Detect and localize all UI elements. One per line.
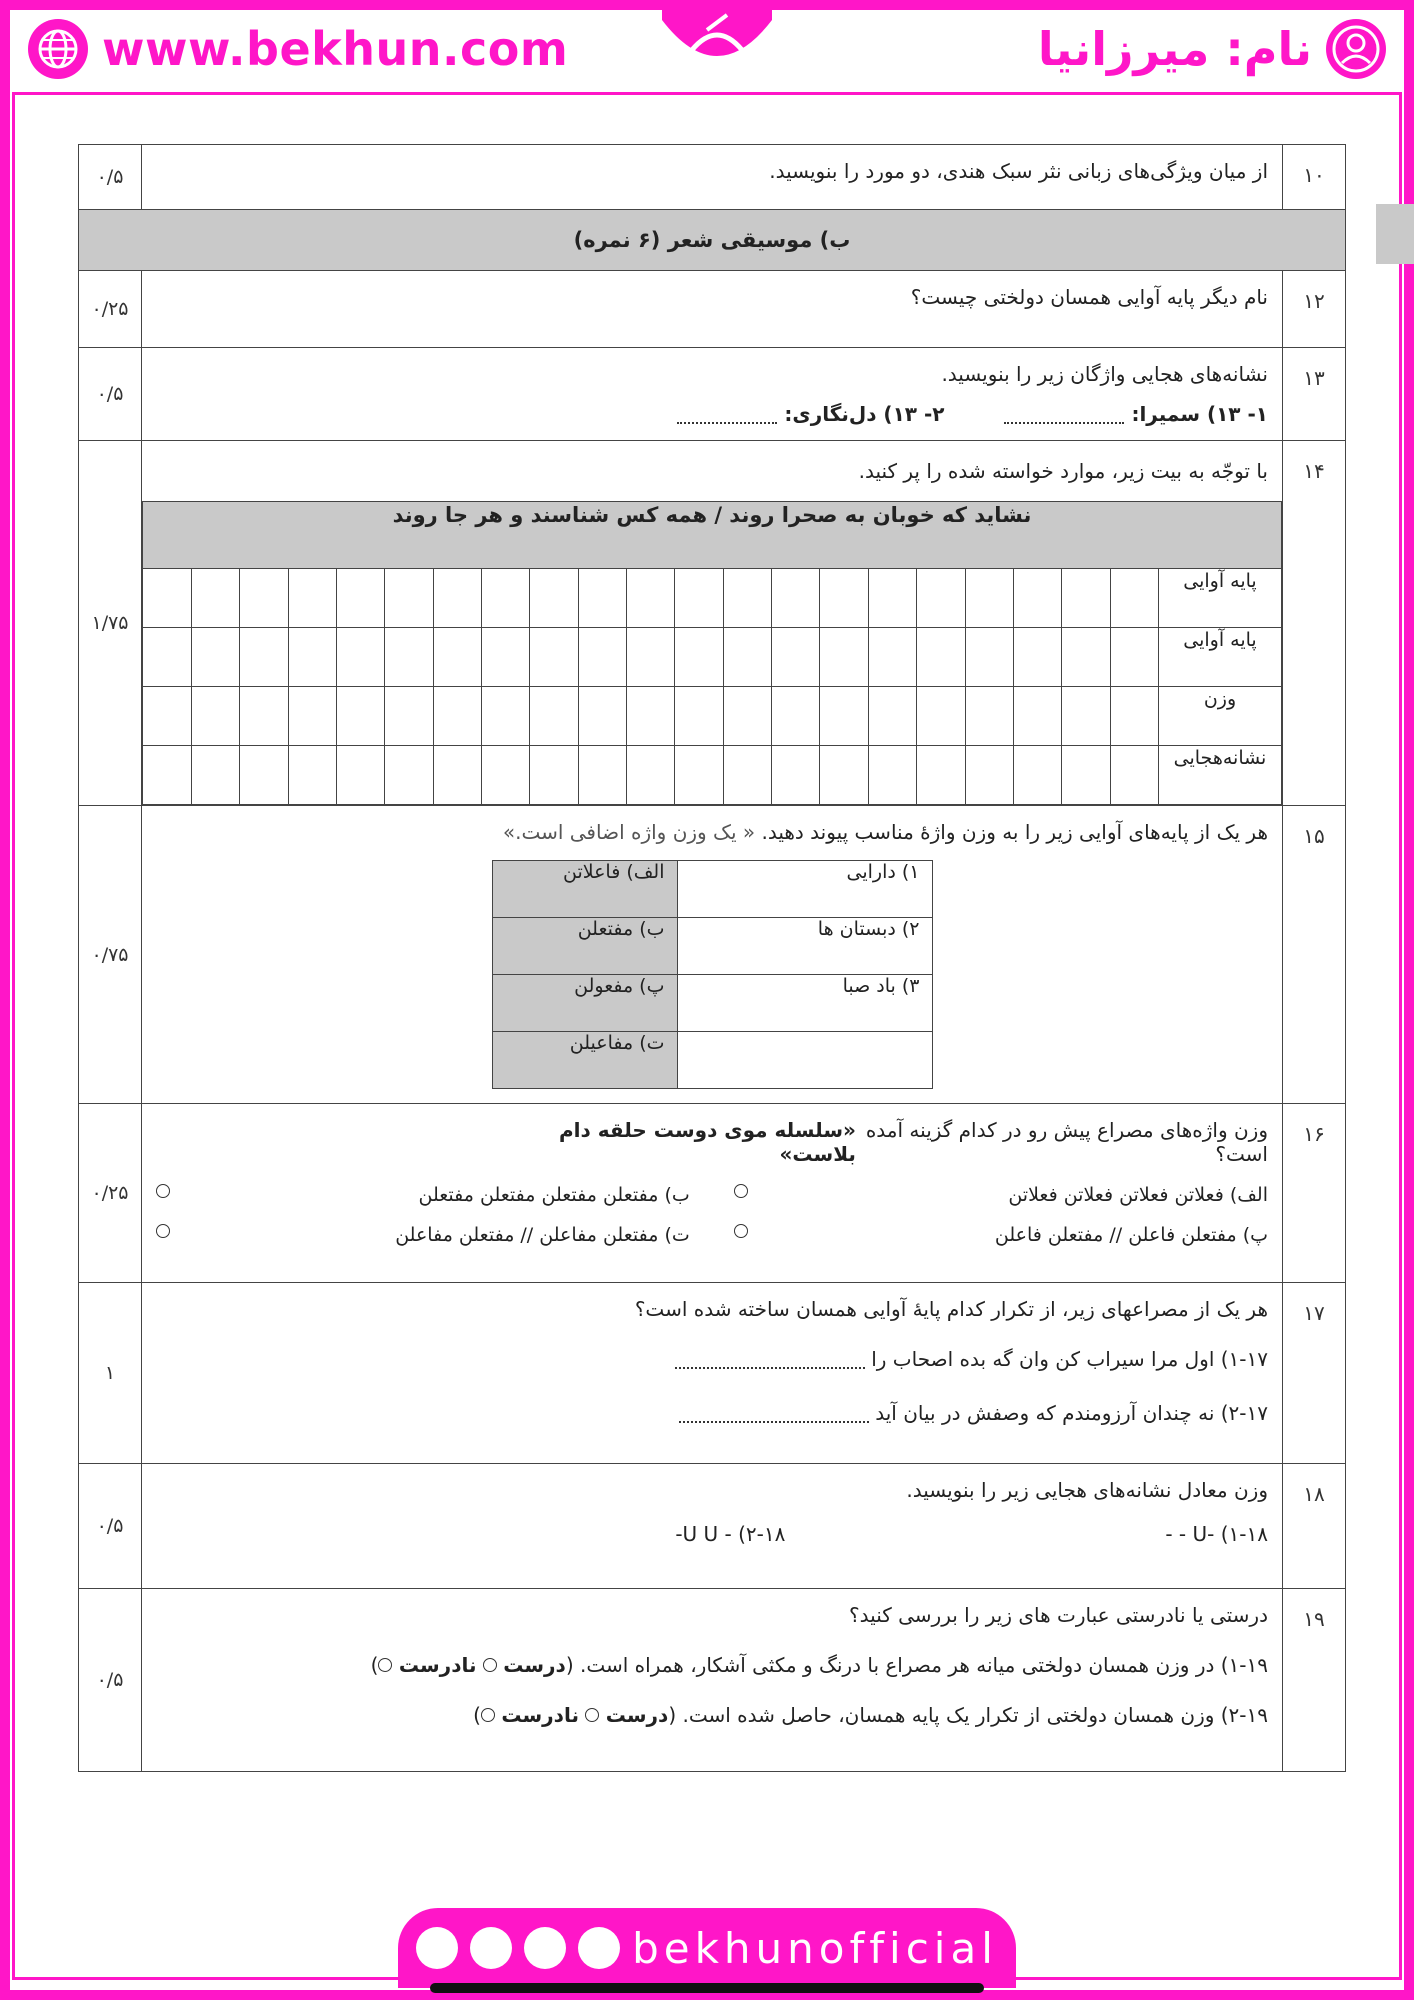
match-item: ۳) باد صبا [677,975,932,1032]
grid-cell[interactable] [1062,628,1110,687]
row-label: نشانه‌هجایی [1159,746,1282,805]
grid-cell[interactable] [1013,746,1061,805]
grid-cell[interactable] [288,628,336,687]
question-text [142,271,1283,348]
grid-cell[interactable] [917,746,965,805]
question-score: ۱ [79,1283,142,1464]
grid-cell[interactable] [868,628,916,687]
grid-cell[interactable] [143,687,192,746]
grid-cell[interactable] [433,687,481,746]
instagram-icon[interactable] [578,1927,620,1969]
question-prompt: هر یک از مصراعهای زیر، از تکرار کدام پایهٔ آوایی همسان ساخته شده است؟ [634,1297,1268,1321]
grid-cell[interactable] [288,746,336,805]
grid-cell[interactable] [627,569,675,628]
radio-icon[interactable] [585,1708,599,1722]
question-number: ۱۰ [1283,145,1346,210]
question-number: ۱۶ [1283,1104,1346,1283]
question-text [142,348,1283,441]
radio-icon[interactable] [156,1184,170,1198]
question-prompt: نشانه‌های هجایی واژگان زیر را بنویسید. [941,362,1268,386]
grid-cell[interactable] [530,746,578,805]
telegram-icon[interactable] [524,1927,566,1969]
radio-icon[interactable] [378,1658,392,1672]
matching-table [492,860,933,1089]
site-url[interactable]: www.bekhun.com [102,22,569,76]
option[interactable] [734,1224,1268,1246]
grid-cell[interactable] [240,569,288,628]
grid-cell[interactable] [723,628,771,687]
question-number: ۱۹ [1283,1589,1346,1772]
grid-cell[interactable] [481,628,529,687]
grid-cell[interactable] [288,569,336,628]
grid-cell[interactable] [385,687,433,746]
grid-cell[interactable] [385,746,433,805]
grid-cell[interactable] [240,687,288,746]
true-option[interactable]: درست [605,1703,669,1727]
question-row [79,1104,1346,1283]
radio-icon[interactable] [734,1184,748,1198]
grid-cell[interactable] [481,687,529,746]
site-link[interactable] [28,18,568,80]
question-row [79,441,1346,806]
grid-cell[interactable] [627,746,675,805]
grid-cell[interactable] [530,569,578,628]
question-prompt: از میان ویژگی‌های زبانی نثر سبک هندی، دو مورد را بنویسید. [769,159,1268,183]
question-number: ۱۷ [1283,1283,1346,1464]
radio-icon[interactable] [734,1224,748,1238]
footer-social [398,1908,1016,1988]
option[interactable] [156,1224,690,1246]
grid-cell[interactable] [433,628,481,687]
grid-cell[interactable] [868,569,916,628]
question-score: ۰/۵ [79,145,142,210]
grid-cell[interactable] [1110,628,1158,687]
grid-cell[interactable] [772,569,820,628]
grid-cell[interactable] [385,628,433,687]
question-score: ۰/۲۵ [79,271,142,348]
question-text [142,1283,1283,1464]
verse-quote: «سلسله موی دوست حلقه دام بلاست» [559,1118,856,1166]
grid-cell[interactable] [1110,687,1158,746]
grid-cell[interactable] [965,687,1013,746]
grid-cell[interactable] [868,687,916,746]
question-row [79,348,1346,441]
footer-shadow [430,1983,984,1993]
question-number: ۱۳ [1283,348,1346,441]
radio-icon[interactable] [481,1708,495,1722]
exam-table [78,144,1346,1772]
bekhun-logo-icon [662,0,772,92]
grid-cell[interactable] [1013,628,1061,687]
grid-cell[interactable] [191,746,239,805]
item-label: ۲-۱۸) - U U- [675,1522,786,1546]
grid-cell[interactable] [385,569,433,628]
question-text [142,806,1283,1104]
question-text [142,145,1283,210]
question-row [79,806,1346,1104]
question-score: ۰/۵ [79,348,142,441]
user-icon [1326,19,1386,79]
question-score: ۰/۲۵ [79,1104,142,1283]
question-note: « یک وزن واژه اضافی است.» [502,820,756,844]
grid-cell[interactable] [143,746,192,805]
grid-cell[interactable] [917,569,965,628]
section-strip [1376,204,1414,264]
grid-cell[interactable] [772,628,820,687]
grid-cell[interactable] [723,569,771,628]
option[interactable] [734,1184,1268,1206]
section-header [79,210,1346,271]
grid-cell[interactable] [143,628,192,687]
question-prompt: وزن معادل نشانه‌های هجایی زیر را بنویسید. [906,1478,1268,1502]
radio-icon[interactable] [483,1658,497,1672]
podcast-icon[interactable] [416,1927,458,1969]
grid-cell[interactable] [336,569,384,628]
globe-icon [28,19,88,79]
question-row [79,271,1346,348]
grid-cell[interactable] [965,746,1013,805]
question-text [142,441,1283,806]
question-score: ۰/۵ [79,1464,142,1589]
grid-cell[interactable] [336,628,384,687]
option-label: ب) مفتعلن مفتعلن مفتعلن مفتعلن [418,1184,690,1206]
grid-cell[interactable] [578,687,626,746]
grid-cell[interactable] [723,746,771,805]
row-label: پایه آوایی [1159,628,1282,687]
grid-cell[interactable] [820,687,868,746]
item-label: ۲-۱۷) نه چندان آرزومندم که وصفش در بیان آید [875,1401,1268,1425]
question-number: ۱۵ [1283,806,1346,1104]
grid-cell[interactable] [578,746,626,805]
grid-cell[interactable] [627,687,675,746]
grid-cell[interactable] [820,628,868,687]
grid-cell[interactable] [530,687,578,746]
question-number: ۱۸ [1283,1464,1346,1589]
match-item: ۱) دارایی [677,861,932,918]
grid-cell[interactable] [675,687,723,746]
option-label: ت) مفتعلن مفاعلن // مفتعلن مفاعلن [395,1224,690,1246]
grid-cell[interactable] [820,746,868,805]
grid-cell[interactable] [772,746,820,805]
grid-cell[interactable] [191,569,239,628]
question-score: ۰/۵ [79,1589,142,1772]
question-row [79,1283,1346,1464]
social-handle[interactable]: bekhunofficial [632,1923,998,1973]
grid-cell[interactable] [868,746,916,805]
match-item: ۲) دبستان ها [677,918,932,975]
item-label: ۱-۱۷) اول مرا سیراب کن وان گه بده اصحاب را [871,1347,1268,1371]
match-option: الف) فاعلاتن [492,861,677,918]
grid-cell[interactable] [530,628,578,687]
question-prompt: با توجّه به بیت زیر، موارد خواسته شده را پر کنید. [858,459,1268,483]
item-label: ۲- ۱۳) دل‌نگاری: [784,402,945,426]
grid-cell[interactable] [433,746,481,805]
name-label: نام: میرزانیا [1037,22,1312,76]
grid-cell[interactable] [1110,746,1158,805]
grid-cell[interactable] [288,687,336,746]
grid-cell[interactable] [1062,569,1110,628]
question-score: ۰/۷۵ [79,806,142,1104]
item-label: ۱-۱۸) -U - - [1165,1522,1268,1546]
grid-cell[interactable] [336,746,384,805]
grid-cell[interactable] [1062,746,1110,805]
question-row [79,1464,1346,1589]
answer-blank[interactable] [1004,408,1124,424]
answer-blank[interactable] [677,408,777,424]
match-option: ب) مفتعلن [492,918,677,975]
option-label: پ) مفتعلن فاعلن // مفتعلن فاعلن [994,1224,1268,1246]
grid-cell[interactable] [578,569,626,628]
scansion-grid [142,501,1282,805]
question-prompt: وزن واژه‌های مصراع پیش رو در کدام گزینه آمده است؟ [865,1118,1268,1166]
grid-cell[interactable] [675,746,723,805]
grid-cell[interactable] [772,687,820,746]
student-name [1038,18,1386,80]
match-option: ت) مفاعیلن [492,1032,677,1089]
match-option: پ) مفعولن [492,975,677,1032]
item-label: ۱- ۱۳) سمیرا: [1131,402,1268,426]
question-row [79,145,1346,210]
grid-cell[interactable] [1013,569,1061,628]
grid-cell[interactable] [481,746,529,805]
row-label: پایه آوایی [1159,569,1282,628]
radio-icon[interactable] [156,1224,170,1238]
youtube-icon[interactable] [470,1927,512,1969]
question-score: ۱/۷۵ [79,441,142,806]
question-number: ۱۴ [1283,441,1346,806]
grid-cell[interactable] [917,687,965,746]
true-option[interactable]: درست [503,1653,566,1677]
grid-cell[interactable] [965,569,1013,628]
grid-cell[interactable] [1062,687,1110,746]
grid-cell[interactable] [675,628,723,687]
grid-cell[interactable] [675,569,723,628]
grid-cell[interactable] [240,628,288,687]
answer-blank[interactable] [679,1407,869,1423]
grid-cell[interactable] [917,628,965,687]
grid-cell[interactable] [1013,687,1061,746]
question-prompt: درستی یا نادرستی عبارت های زیر را بررسی کنید؟ [849,1603,1268,1627]
answer-blank[interactable] [675,1353,865,1369]
grid-cell[interactable] [627,628,675,687]
grid-cell[interactable] [1110,569,1158,628]
item-label: ۲-۱۹) وزن همسان دولختی از تکرار یک پایه همسان، حاصل شده است. [682,1703,1268,1727]
verse-text: نشاید که خوبان به صحرا روند / همه کس شناسند و هر جا روند [143,502,1282,569]
row-label: وزن [1159,687,1282,746]
match-item [677,1032,932,1089]
grid-cell[interactable] [240,746,288,805]
question-row [79,1589,1346,1772]
header [0,0,1414,92]
grid-cell[interactable] [723,687,771,746]
question-text: درستی یا نادرستی عبارت های زیر را بررسی کنید؟ ۱-۱۹) در وزن همسان دولختی میانه هر مصراع با درنگ و مکثی آشکار، همراه است. (درست نادرست ) ۲-۱۹) وزن همسان دولختی از تکرار یک پایه همسان، حاصل شده است. (درست نادرست ) [142,1589,1283,1772]
question-text [142,1104,1283,1283]
grid-cell[interactable] [143,569,192,628]
question-text [142,1464,1283,1589]
question-number: ۱۲ [1283,271,1346,348]
false-option[interactable]: نادرست [501,1703,579,1727]
section-title: ب) موسیقی شعر (۶ نمره) [79,210,1346,271]
item-label: ۱-۱۹) در وزن همسان دولختی میانه هر مصراع با درنگ و مکثی آشکار، همراه است. [580,1653,1268,1677]
grid-cell[interactable] [336,687,384,746]
grid-cell[interactable] [191,687,239,746]
grid-cell[interactable] [191,628,239,687]
grid-cell[interactable] [433,569,481,628]
grid-cell[interactable] [965,628,1013,687]
false-option[interactable]: نادرست [398,1653,477,1677]
grid-cell[interactable] [481,569,529,628]
option-label: الف) فعلاتن فعلاتن فعلاتن فعلاتن [1008,1184,1268,1206]
question-prompt: هر یک از پایه‌های آوایی زیر را به وزن واژهٔ مناسب پیوند دهید. [761,820,1268,844]
grid-cell[interactable] [820,569,868,628]
question-prompt: نام دیگر پایه آوایی همسان دولختی چیست؟ [910,285,1268,309]
grid-cell[interactable] [578,628,626,687]
option[interactable] [156,1184,690,1206]
